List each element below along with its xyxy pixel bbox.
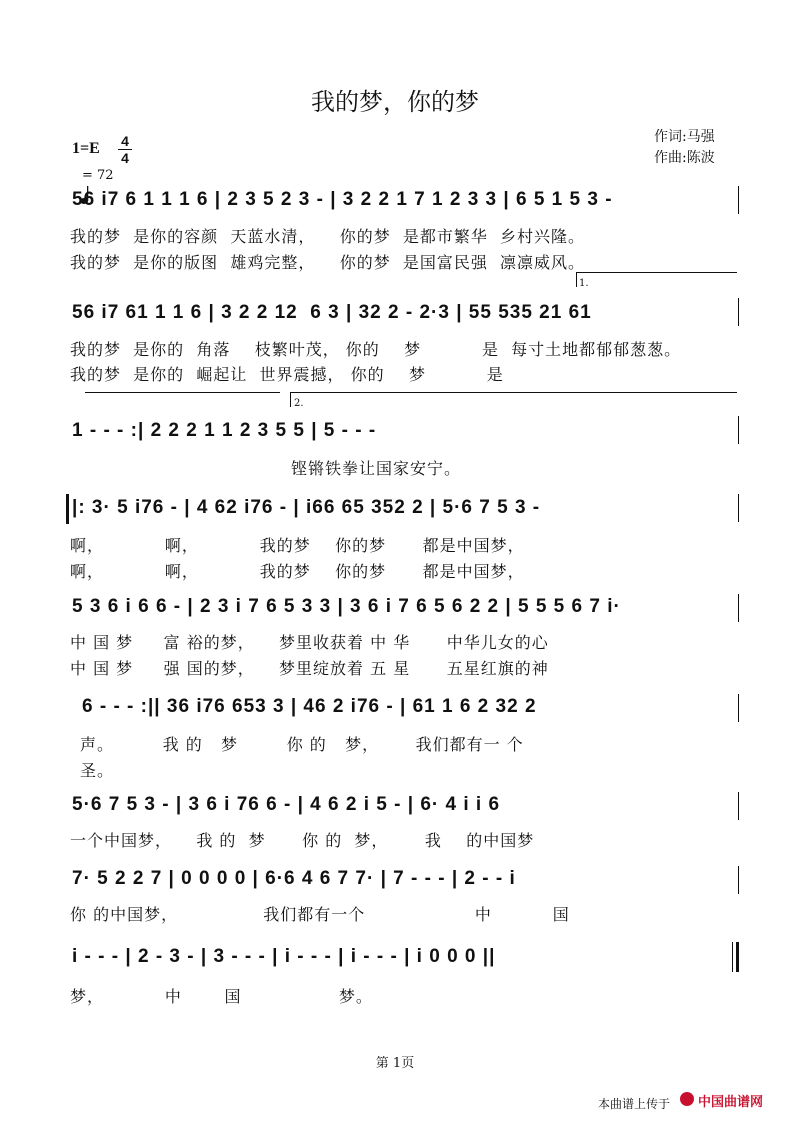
system-2-notes: 56 i7 61 1 1 6 | 3 2 2 12 6 3 | 32 2 - 2·3 | 55 535 21 61 [72, 302, 592, 323]
system-7-lyrics: 一个中国梦， 我 的 梦 你 的 梦， 我 的中国梦 [70, 831, 535, 850]
song-title: 我的梦，你的梦 [311, 88, 479, 116]
barline [738, 494, 739, 522]
system-8-notes: 7· 5 2 2 7 | 0 0 0 0 | 6·6 4 6 7 7· | 7 - - - | 2 - - i [72, 868, 516, 889]
system-1-notes: 56 i7 6 1 1 1 6 | 2 3 5 2 3 - | 3 2 2 1 7 1 2 3 3 | 6 5 1 5 3 - [72, 189, 613, 210]
meter-top: 4 [121, 133, 129, 149]
system-5-lyrics-1: 中 国 梦 富 裕的梦， 梦里收获着 中 华 中华儿女的心 [70, 633, 549, 652]
first-ending-label: 1. [579, 278, 589, 289]
system-4-lyrics-2: 啊， 啊， 我的梦 你的梦 都是中国梦， [70, 562, 525, 581]
barline [738, 866, 739, 894]
first-ending-bracket [576, 272, 737, 287]
system-2-lyrics-2: 我的梦 是你的 崛起让 世界震撼， 你的 梦 是 [70, 365, 504, 384]
repeat-start-barline [66, 494, 69, 524]
key-signature: 1=E [72, 140, 100, 157]
system-7-notes: 5·6 7 5 3 - | 3 6 i 76 6 - | 4 6 2 i 5 - | 6· 4 i i 6 [72, 794, 501, 815]
system-9-notes: i - - - | 2 - 3 - | 3 - - - | i - - - | i - - - | i 0 0 0 || [72, 946, 496, 967]
system-1-lyrics-1: 我的梦 是你的容颜 天蓝水清， 你的梦 是都市繁华 乡村兴隆。 [70, 227, 586, 246]
site-logo-text: 中国曲谱网 [698, 1094, 764, 1109]
system-5-notes: 5 3 6 i 6 6 - | 2 3 i 7 6 5 3 3 | 3 6 i 7 6 5 6 2 2 | 5 5 5 6 7 i· [72, 596, 621, 617]
system-5-lyrics-2: 中 国 梦 强 国的梦， 梦里绽放着 五 星 五星红旗的神 [70, 659, 549, 678]
system-6-lyrics-2: 圣。 [80, 761, 115, 780]
system-4-notes: |: 3· 5 i76 - | 4 62 i76 - | i66 65 352 2 | 5·6 7 5 3 - [72, 497, 541, 518]
barline [738, 792, 739, 820]
upload-note: 本曲谱上传于 [598, 1097, 671, 1111]
meter-bottom: 4 [121, 150, 129, 166]
second-ending-bracket [290, 392, 737, 407]
system-8-lyrics: 你 的中国梦， 我们都有一个 中 国 [70, 905, 570, 924]
system-3-lyrics: 铿锵铁拳让国家安宁。 [291, 459, 462, 478]
site-logo-icon [680, 1092, 694, 1106]
composer-credit: 作曲:陈波 [654, 150, 715, 166]
lyricist-credit: 作词:马强 [654, 129, 715, 145]
first-ending-continuation [85, 392, 280, 393]
second-ending-label: 2. [294, 398, 304, 409]
site-logo [680, 1090, 780, 1110]
final-barline-thick [736, 942, 739, 972]
system-2-lyrics-1: 我的梦 是你的 角落 枝繁叶茂， 你的 梦 是 每寸土地都郁郁葱葱。 [70, 340, 682, 359]
barline [738, 186, 739, 214]
barline [738, 694, 739, 722]
system-6-notes: 6 - - - :|| 36 i76 653 3 | 46 2 i76 - | 61 1 6 2 32 2 [82, 696, 537, 717]
barline [738, 298, 739, 326]
barline [738, 594, 739, 622]
barline [738, 416, 739, 444]
final-barline-thin [732, 942, 733, 972]
tempo-marking: = 72 [82, 168, 114, 183]
system-1-lyrics-2: 我的梦 是你的版图 雄鸡完整， 你的梦 是国富民强 凛凛威风。 [70, 253, 586, 272]
system-6-lyrics-1: 声。 我 的 梦 你 的 梦， 我们都有一 个 [80, 735, 524, 754]
page-number: 第 1页 [375, 1056, 415, 1071]
system-9-lyrics: 梦， 中 国 梦。 [70, 987, 373, 1006]
system-3-notes: 1 - - - :| 2 2 2 1 1 2 3 5 5 | 5 - - - [72, 420, 377, 441]
system-4-lyrics-1: 啊， 啊， 我的梦 你的梦 都是中国梦， [70, 536, 525, 555]
